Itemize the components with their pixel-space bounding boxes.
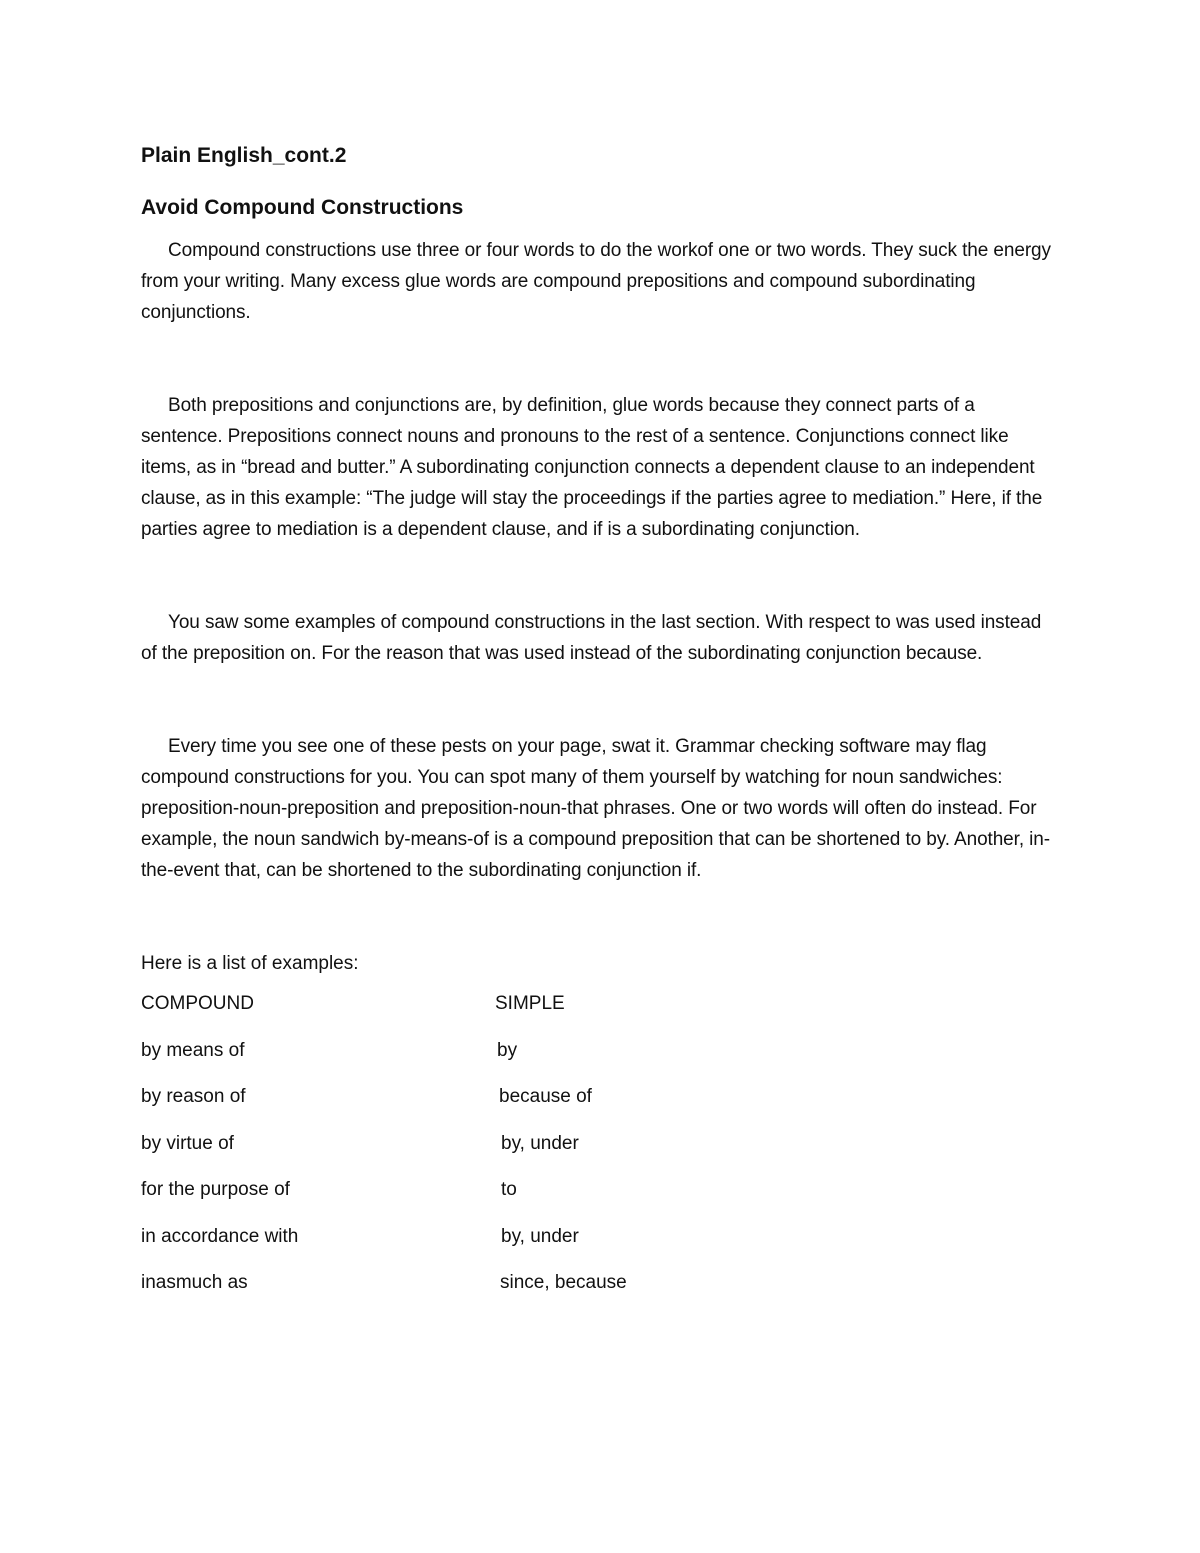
simple-phrase: because of — [499, 1086, 592, 1108]
examples-header-row — [141, 993, 741, 1040]
compound-phrase: by virtue of — [141, 1132, 234, 1154]
examples-table — [141, 993, 741, 1319]
compound-phrase: inasmuch as — [141, 1272, 248, 1294]
simple-phrase: by, under — [501, 1132, 579, 1154]
example-row — [141, 1086, 741, 1133]
example-row — [141, 1040, 741, 1087]
compound-column-header: COMPOUND — [141, 993, 254, 1015]
paragraph: You saw some examples of compound constructions in the last section. With respect to was used instead of the preposition on. For the reason that was used instead of the subordinating conjunction because. — [141, 612, 1042, 665]
compound-phrase: in accordance with — [141, 1225, 299, 1247]
example-row — [141, 1272, 741, 1319]
simple-column-header: SIMPLE — [495, 993, 565, 1015]
list-intro: Here is a list of examples: — [141, 953, 359, 975]
simple-phrase: since, because — [500, 1272, 627, 1294]
simple-phrase: by, under — [501, 1225, 579, 1247]
document-content — [141, 142, 1061, 1319]
example-row — [141, 1179, 741, 1226]
paragraph: Both prepositions and conjunctions are, by definition, glue words because they connect parts of a sentence. Prepositions connect nouns and pronouns to the rest of a sentence. Conjunctions connect like items, as in “bread and butter.” A subordinating conjunction connects a dependent clause to an independent clause, as in this example: “The judge will stay the proceedings if the parties agree to mediation.” Here, if the parties agree to mediation is a dependent clause, and if is a subordinating conjunction. — [141, 395, 1043, 541]
compound-phrase: by means of — [141, 1039, 245, 1061]
compound-phrase: for the purpose of — [141, 1179, 290, 1201]
example-row — [141, 1226, 741, 1273]
paragraph: Every time you see one of these pests on your page, swat it. Grammar checking software may flag compound constructions for you. You can spot many of them yourself by watching for noun sandwiches: preposition-noun-preposition and preposition-noun-that phrases. One or two words will often do instead. For example, the noun sandwich by-means-of is a compound preposition that can be shortened to by. Another, in-the-event that, can be shortened to the subordinating conjunction if. — [141, 736, 1050, 882]
compound-phrase: by reason of — [141, 1086, 246, 1108]
paragraph: Compound constructions use three or four words to do the workof one or two words. They suck the energy from your writing. Many excess glue words are compound prepositions and compound subordinating conjunctions. — [141, 240, 1051, 324]
simple-phrase: by — [497, 1039, 518, 1061]
section-heading: Avoid Compound Constructions — [141, 196, 464, 219]
simple-phrase: to — [501, 1179, 517, 1201]
example-row — [141, 1133, 741, 1180]
document-title: Plain English_cont.2 — [141, 144, 347, 167]
